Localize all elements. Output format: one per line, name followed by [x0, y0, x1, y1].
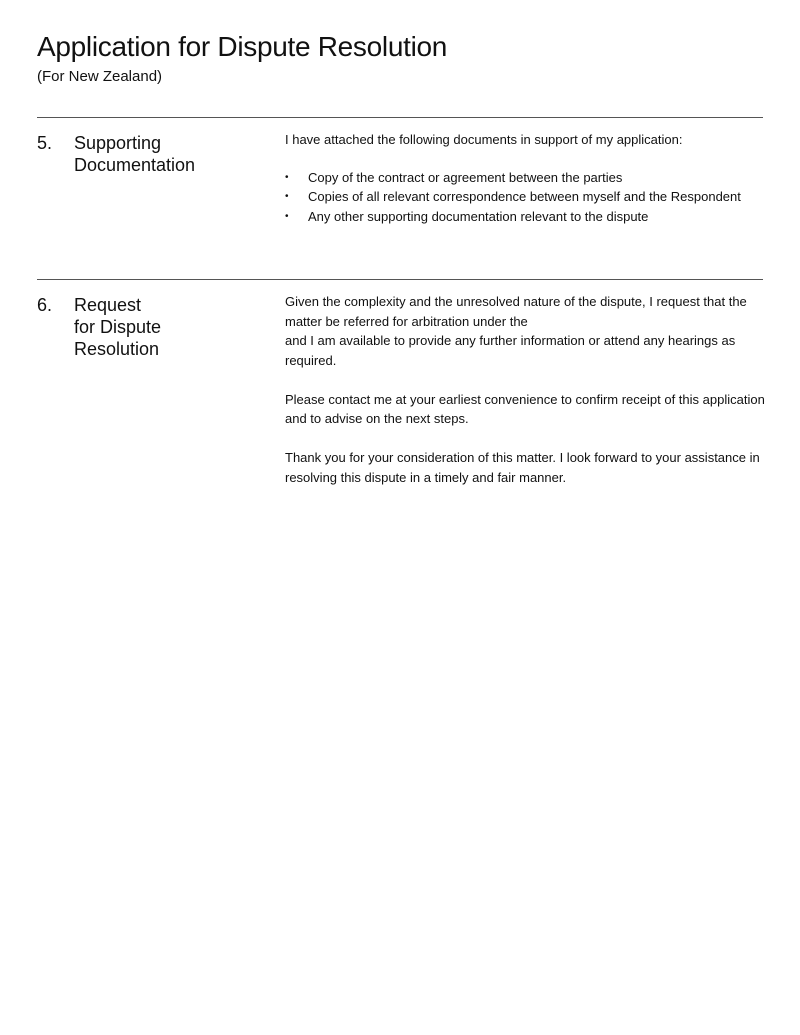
paragraph-line: and I am available to provide any further information or attend any hearings as — [285, 333, 736, 348]
bullet-icon: • — [285, 191, 289, 202]
paragraph — [285, 292, 765, 370]
document-title: Application for Dispute Resolution — [37, 31, 448, 62]
section-divider — [37, 117, 763, 118]
list-item — [285, 168, 765, 188]
section-divider — [37, 279, 763, 280]
paragraph-line: matter be referred for arbitration under the — [285, 313, 528, 329]
section-heading-line: Supporting — [74, 133, 162, 153]
paragraph-line: required. — [285, 352, 337, 368]
document-subtitle: (For New Zealand) — [37, 68, 163, 85]
section-body — [285, 292, 765, 487]
section-number: 5. — [37, 133, 53, 153]
section-heading-line: Resolution — [74, 339, 160, 359]
paragraph — [285, 448, 765, 487]
list-item — [285, 187, 765, 207]
list-item — [285, 207, 765, 227]
section-heading-line: Documentation — [74, 155, 196, 175]
paragraph-line: and to advise on the next steps. — [285, 411, 469, 426]
paragraph-line: Thank you for your consideration of this matter. I look forward to your assistance in — [285, 450, 760, 465]
paragraph — [285, 390, 765, 429]
section-heading — [74, 294, 274, 360]
list-item-text: Copy of the contract or agreement between the parties — [308, 169, 623, 185]
list-item-text: Copies of all relevant correspondence between myself and the Respondent — [308, 189, 741, 204]
section-intro: I have attached the following documents in support of my application: — [285, 132, 683, 147]
paragraph-line: resolving this dispute in a timely and fair manner. — [285, 469, 567, 485]
paragraph-line: Given the complexity and the unresolved nature of the dispute, I request that the — [285, 294, 747, 309]
section-number: 6. — [37, 295, 53, 315]
section-body — [285, 130, 765, 226]
bullet-icon: • — [285, 171, 289, 183]
bullet-icon: • — [285, 210, 289, 222]
document-list — [285, 168, 765, 227]
section-heading-line: Request — [74, 295, 142, 315]
section-heading-line: for Dispute — [74, 317, 162, 337]
section-heading — [74, 132, 274, 176]
paragraph-line: Please contact me at your earliest convenience to confirm receipt of this application — [285, 391, 765, 407]
list-item-text: Any other supporting documentation relevant to the dispute — [308, 208, 649, 224]
